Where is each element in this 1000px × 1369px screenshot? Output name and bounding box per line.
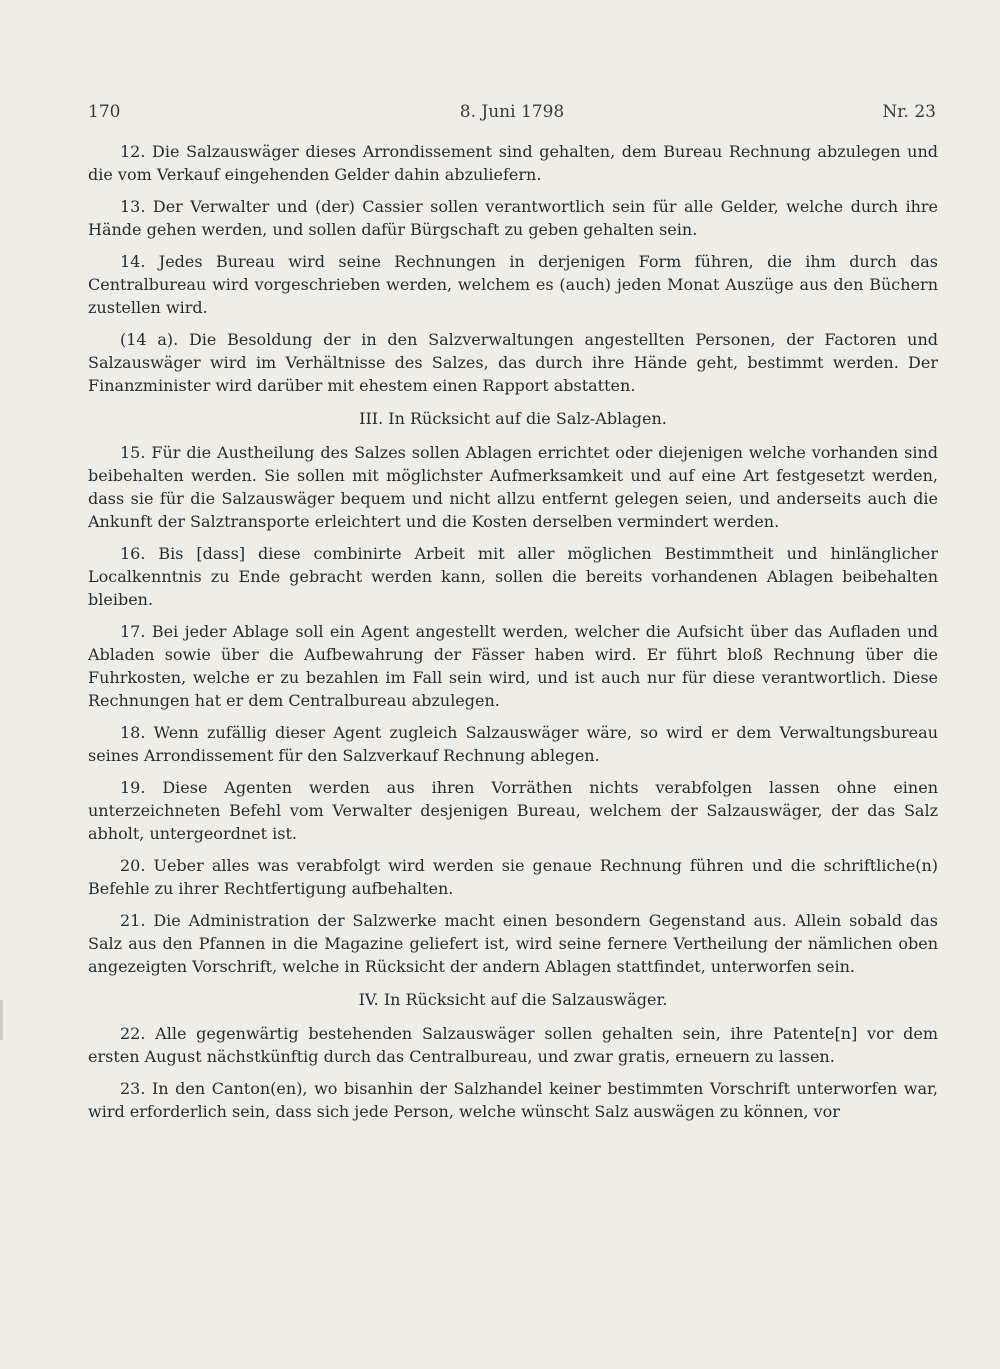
header-date: 8. Juni 1798 bbox=[459, 102, 565, 122]
paragraph: 22. Alle gegenwärtig bestehenden Salzauswäger sollen gehalten sein, ihre Patente[n] vor dem ersten August nächstkünftig durch das Centralbureau, und zwar gratis, erneuern zu lassen. bbox=[88, 1024, 938, 1066]
paragraph: 16. Bis [dass] diese combinirte Arbeit mit aller möglichen Bestimmtheit und hinlänglicher Localkenntnis zu Ende gebracht werden kann, sollen die bereits vorhandenen Ablagen beibehalten bleiben. bbox=[88, 544, 938, 609]
document-body bbox=[88, 140, 938, 1132]
page-number: 170 bbox=[88, 102, 121, 122]
document-number: Nr. 23 bbox=[882, 102, 936, 122]
paragraph: 13. Der Verwalter und (der) Cassier sollen verantwortlich sein für alle Gelder, welche durch ihre Hände gehen werden, und sollen dafür Bürgschaft zu geben gehalten sein. bbox=[88, 197, 938, 239]
paragraph: 18. Wenn zufällig dieser Agent zugleich Salzauswäger wäre, so wird er dem Verwaltungsbureau seines Arrondissement für den Salzverkauf Rechnung ablegen. bbox=[88, 723, 938, 765]
paragraph: 23. In den Canton(en), wo bisanhin der Salzhandel keiner bestimmten Vorschrift unterworfen war, wird erforderlich sein, dass sich jede Person, welche wünscht Salz auswägen zu können, vor bbox=[88, 1079, 938, 1121]
paragraph: 17. Bei jeder Ablage soll ein Agent angestellt werden, welcher die Aufsicht über das Aufladen und Abladen sowie über die Aufbewahrung der Fässer haben wird. Er führt bloß Rechnung über die Fuhrkosten, welche er zu bezahlen im Fall sein wird, und ist auch nur für diese verantwortlich. Diese Rechnungen hat er dem Centralbureau abzulegen. bbox=[88, 622, 938, 710]
paragraph: 21. Die Administration der Salzwerke macht einen besondern Gegenstand aus. Allein sobald das Salz aus den Pfannen in die Magazine geliefert ist, wird seine fernere Vertheilung der nämlichen oben angezeigten Vorschrift, welche in Rücksicht der andern Ablagen stattfindet, unterworfen sein. bbox=[88, 911, 938, 976]
paragraph: 19. Diese Agenten werden aus ihren Vorräthen nichts verabfolgen lassen ohne einen unterzeichneten Befehl vom Verwalter desjenigen Bureau, welchem der Salzauswäger, der das Salz abholt, untergeordnet ist. bbox=[88, 778, 938, 843]
paragraph: 20. Ueber alles was verabfolgt wird werden sie genaue Rechnung führen und die schriftliche(n) Befehle zu ihrer Rechtfertigung aufbehalten. bbox=[88, 856, 938, 898]
paragraph: 12. Die Salzauswäger dieses Arrondissement sind gehalten, dem Bureau Rechnung abzulegen und die vom Verkauf eingehenden Gelder dahin abzuliefern. bbox=[88, 142, 938, 184]
paragraph: 15. Für die Austheilung des Salzes sollen Ablagen errichtet oder diejenigen welche vorhanden sind beibehalten werden. Sie sollen mit möglichster Aufmerksamkeit und auf eine Art festgesetzt werden, dass sie für die Salzauswäger bequem und nicht allzu entfernt gelegen seien, und anderseits auch die Ankunft der Salztransporte erleichtert und die Kosten derselben vermindert werden. bbox=[88, 443, 938, 531]
paragraph: 14. Jedes Bureau wird seine Rechnungen in derjenigen Form führen, die ihm durch das Centralbureau wird vorgeschrieben werden, welchem es (auch) jeden Monat Auszüge aus den Büchern zustellen wird. bbox=[88, 252, 938, 317]
section-heading: IV. In Rücksicht auf die Salzauswäger. bbox=[358, 990, 668, 1009]
margin-mark bbox=[0, 1000, 3, 1040]
paragraph: (14 a). Die Besoldung der in den Salzverwaltungen angestellten Personen, der Factoren und Salzauswäger wird im Verhältnisse des Salzes, das durch ihre Hände geht, bestimmt werden. Der Finanzminister wird darüber mit ehestem einen Rapport abstatten. bbox=[88, 330, 938, 395]
section-heading: III. In Rücksicht auf die Salz-Ablagen. bbox=[359, 409, 667, 428]
